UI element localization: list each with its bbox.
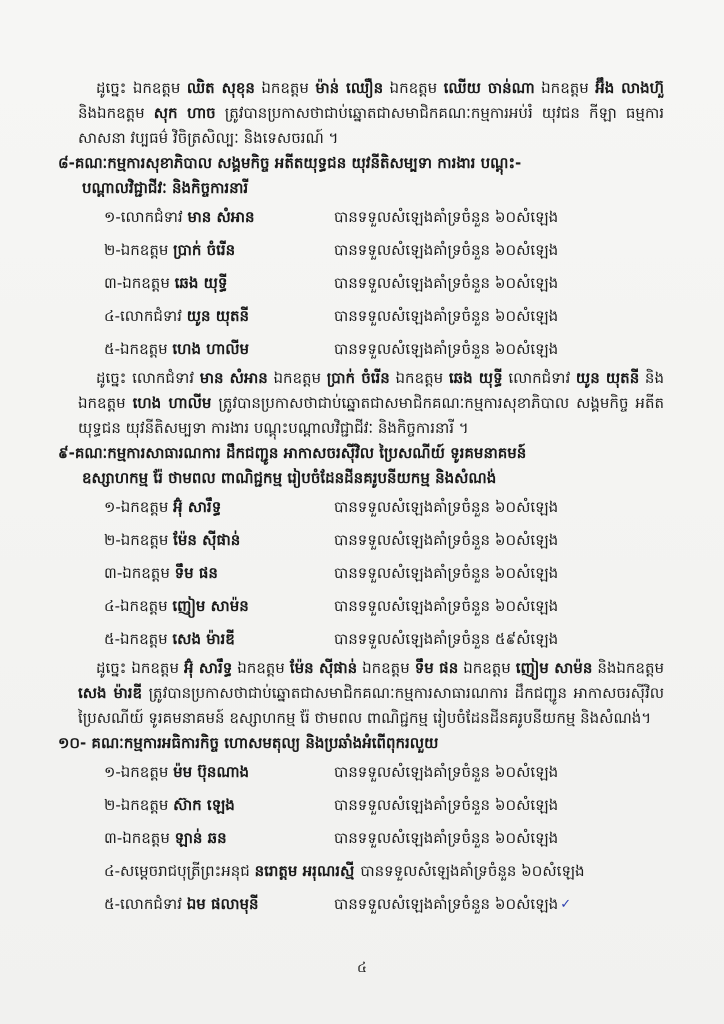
paragraph-text: ឯកឧត្តម	[267, 369, 327, 387]
member-name: ម៉ម ប៊ុនណាង	[173, 763, 250, 781]
member-entry	[104, 201, 334, 234]
section-9-heading-line2: ឧស្សាហកម្ម រ៉ែ ថាមពល ពាណិជ្ជកម្ម រៀបចំដែនដីនគរូបនីយកម្ម និងសំណង់	[82, 469, 497, 487]
paragraph-text: ឯកឧត្តម	[357, 659, 415, 677]
vote-row	[78, 300, 664, 333]
member-name: អ៊ឹង លាងហ៊ួ	[595, 79, 664, 97]
member-name: យូន យុតនី	[186, 307, 250, 325]
member-entry	[104, 855, 354, 888]
member-title: ១-លោកជំទាវ	[104, 208, 188, 226]
member-title: ៥-ឯកឧត្តម	[104, 630, 173, 648]
vote-row	[78, 491, 664, 524]
paragraph-text: លោកជំទាវ	[502, 369, 576, 387]
vote-count: បានទទួលសំឡេងគាំទ្រចំនួន ៦០សំឡេង	[334, 208, 559, 226]
paragraph-text: ត្រូវបានប្រកាសថាជាប់ឆ្នោតជាសមាជិកគណៈកម្មការសាធារណការ ដឹកជញ្ជូន អាកាសចរស៊ីវិល ប្រៃសណីយ៍ ទូរគមនាគមន៍ ឧស្សាហកម្ម រ៉ែ ថាមពល ពាណិជ្ជកម្ម រៀបចំដែនដីនគរូបនីយកម្ម និងសំណង់។	[78, 684, 664, 727]
member-title: ៣-ឯកឧត្តម	[104, 564, 175, 582]
member-title: ១-ឯកឧត្តម	[104, 763, 174, 781]
member-title: ៤-សម្តេចរាជបុត្រីព្រះអនុជ	[104, 862, 255, 880]
member-name: ឆេង យុទ្ធី	[174, 274, 228, 292]
member-entry	[104, 234, 334, 267]
member-title: ៥-លោកជំទាវ	[104, 895, 187, 913]
member-name: ឯម ផលាមុនី	[186, 895, 259, 913]
vote-row	[78, 234, 664, 267]
vote-row	[78, 756, 664, 789]
section-8-heading	[58, 151, 664, 201]
member-entry	[104, 789, 334, 822]
vote-row	[78, 590, 664, 623]
member-name: ញៀម សាម៉ន	[172, 597, 249, 615]
member-title: ៤-លោកជំទាវ	[104, 307, 187, 325]
member-name: ម៉ែន ស៊ីផាន់	[289, 659, 358, 677]
member-name: ហេង ហាលីម	[132, 394, 212, 412]
paragraph-text: ឯកឧត្តម	[254, 79, 316, 97]
member-entry	[104, 333, 334, 366]
member-name: ម៉ាន់ ឈឿន	[315, 79, 384, 97]
vote-row	[78, 822, 664, 855]
paragraph-text: និងឯកឧត្តម	[592, 659, 664, 677]
member-name: ញៀម សាម៉ន	[515, 659, 593, 677]
member-name: ម៉ែន ស៊ីផាន់	[173, 531, 241, 549]
member-entry	[104, 557, 334, 590]
vote-count: បានទទួលសំឡេងគាំទ្រចំនួន ៦០សំឡេង	[334, 564, 559, 582]
member-entry	[104, 491, 334, 524]
member-name: ហេង ហាលីម	[172, 340, 250, 358]
member-title: ៣-ឯកឧត្តម	[104, 274, 175, 292]
vote-row	[78, 623, 664, 656]
vote-row	[78, 201, 664, 234]
page-number: ៤	[357, 960, 367, 976]
vote-count: បានទទួលសំឡេងគាំទ្រចំនួន ៦០សំឡេង	[334, 340, 559, 358]
member-entry	[104, 267, 334, 300]
paragraph-committee-9-conclusion	[78, 656, 664, 731]
paragraph-text: ឯកឧត្តម	[534, 79, 596, 97]
member-name: ស៊ាក ឡេង	[173, 796, 235, 814]
section-9-vote-list	[78, 491, 664, 656]
member-name: នរោត្តម អរុណរស្មី	[254, 862, 355, 880]
vote-count: បានទទួលសំឡេងគាំទ្រចំនួន ៦០សំឡេង	[334, 597, 559, 615]
paragraph-text: និងឯកឧត្តម	[78, 104, 154, 122]
section-10-vote-list	[78, 756, 664, 921]
vote-row	[78, 789, 664, 822]
paragraph-text: ឯកឧត្តម	[383, 79, 444, 97]
member-name: ឈិត សុខុន	[186, 79, 255, 97]
member-name: សេង ម៉ារឌី	[172, 630, 235, 648]
paragraph-text: ត្រូវបានប្រកាសថាជាប់ឆ្នោតជាសមាជិកគណៈកម្មការសុខាភិបាល សង្គមកិច្ច អតីតយុទ្ធជន យុវនីតិសម្បទា ការងារ បណ្តុះបណ្តាលវិជ្ជាជីវៈ និងកិច្ចការនារី ។	[78, 394, 664, 437]
vote-count: បានទទួលសំឡេងគាំទ្រចំនួន ៥៩សំឡេង	[334, 630, 559, 648]
vote-count: បានទទួលសំឡេងគាំទ្រចំនួន ៦០សំឡេង	[334, 307, 559, 325]
vote-count: បានទទួលសំឡេងគាំទ្រចំនួន ៦០សំឡេង	[334, 796, 559, 814]
member-entry	[104, 888, 334, 921]
member-name: មាន សំអាន	[187, 208, 255, 226]
member-name: ឆេង យុទ្ធី	[448, 369, 503, 387]
member-title: ២-ឯកឧត្តម	[104, 531, 174, 549]
paragraph-text: ដូច្នេះ ឯកឧត្តម	[96, 79, 187, 97]
paragraph-text: ឯកឧត្តម	[232, 659, 290, 677]
paragraph-text: និងឯកឧត្តម	[78, 369, 664, 412]
member-name: ទឹម ផន	[174, 564, 218, 582]
member-name: យូន យុតនី	[575, 369, 640, 387]
section-8-heading-line1: ៨-គណៈកម្មការសុខាភិបាល សង្គមកិច្ច អតីតយុទ្ធជន យុវនីតិសម្បទា ការងារ បណ្តុះ-	[58, 154, 522, 172]
vote-count: បានទទួលសំឡេងគាំទ្រចំនួន ៦០សំឡេង	[334, 763, 559, 781]
vote-count: បានទទួលសំឡេងគាំទ្រចំនួន ៦០សំឡេង	[334, 241, 559, 259]
paragraph-text: ដូច្នេះ ឯកឧត្តម	[96, 659, 184, 677]
paragraph-text: ឯកឧត្តម	[458, 659, 516, 677]
section-8-heading-line2: បណ្តាលវិជ្ជាជីវៈ និងកិច្ចការនារី	[82, 179, 249, 197]
member-name: ឈើយ ចាន់ណា	[443, 79, 535, 97]
section-10-heading	[58, 731, 664, 756]
member-entry	[104, 300, 334, 333]
member-title: ២-ឯកឧត្តម	[104, 796, 174, 814]
member-title: ៤-ឯកឧត្តម	[104, 597, 173, 615]
paragraph-committee-8-conclusion	[78, 366, 664, 441]
member-name: ទឹម ផន	[414, 659, 459, 677]
member-entry	[104, 524, 334, 557]
section-8-vote-list	[78, 201, 664, 366]
member-name: សេង ម៉ារឌី	[78, 684, 143, 702]
member-name: ឡាន់ ឆន	[174, 829, 227, 847]
vote-row	[78, 524, 664, 557]
member-title: ២-ឯកឧត្តម	[104, 241, 174, 259]
member-name: អ៊ុំ សារឹទ្ធ	[183, 659, 233, 677]
paragraph-text: ឯកឧត្តម	[389, 369, 449, 387]
vote-count: បានទទួលសំឡេងគាំទ្រចំនួន ៦០សំឡេង	[334, 895, 559, 913]
section-10-heading-line1: ១០- គណៈកម្មការអធិការកិច្ច ហោសមតុល្យ និងប្រឆាំងអំពើពុករលួយ	[58, 734, 439, 752]
vote-row	[78, 333, 664, 366]
member-title: ១-ឯកឧត្តម	[104, 498, 174, 516]
vote-count: បានទទួលសំឡេងគាំទ្រចំនួន ៦០សំឡេង	[334, 829, 559, 847]
vote-row	[78, 267, 664, 300]
vote-count: បានទទួលសំឡេងគាំទ្រចំនួន ៦០សំឡេង	[360, 862, 585, 880]
member-name: មាន សំអាន	[199, 369, 268, 387]
section-9-heading	[58, 441, 664, 491]
member-name: ប្រាក់ ចំរើន	[326, 369, 390, 387]
member-title: ៥-ឯកឧត្តម	[104, 340, 173, 358]
vote-count: បានទទួលសំឡេងគាំទ្រចំនួន ៦០សំឡេង	[334, 274, 559, 292]
paragraph-committee-7-conclusion	[78, 76, 664, 151]
vote-row	[78, 557, 664, 590]
vote-count: បានទទួលសំឡេងគាំទ្រចំនួន ៦០សំឡេង	[334, 531, 559, 549]
member-entry	[104, 623, 334, 656]
member-title: ៣-ឯកឧត្តម	[104, 829, 175, 847]
member-name: ប្រាក់ ចំរើន	[173, 241, 236, 259]
paragraph-text: ដូច្នេះ លោកជំទាវ	[96, 369, 200, 387]
member-entry	[104, 590, 334, 623]
member-entry	[104, 756, 334, 789]
handwritten-check-icon: ✓	[560, 897, 572, 912]
member-name: សុក ហាច	[153, 104, 216, 122]
member-name: អ៊ុំ សារឹទ្ធ	[173, 498, 222, 516]
member-entry	[104, 822, 334, 855]
vote-row	[78, 888, 664, 921]
paragraph-text: ត្រូវបានប្រកាសថាជាប់ឆ្នោតជាសមាជិកគណៈកម្មការអប់រំ យុវជន កីឡា ធម្មការ សាសនា វប្បធម៌ វិចិត្រសិល្បៈ និងទេសចរណ៍ ។	[78, 104, 664, 147]
vote-row	[78, 855, 664, 888]
section-9-heading-line1: ៩-គណៈកម្មការសាធារណការ ដឹកជញ្ជូន អាកាសចរស៊ីវិល ប្រៃសណីយ៍ ទូរគមនាគមន៍	[58, 444, 527, 462]
vote-count: បានទទួលសំឡេងគាំទ្រចំនួន ៦០សំឡេង	[334, 498, 559, 516]
